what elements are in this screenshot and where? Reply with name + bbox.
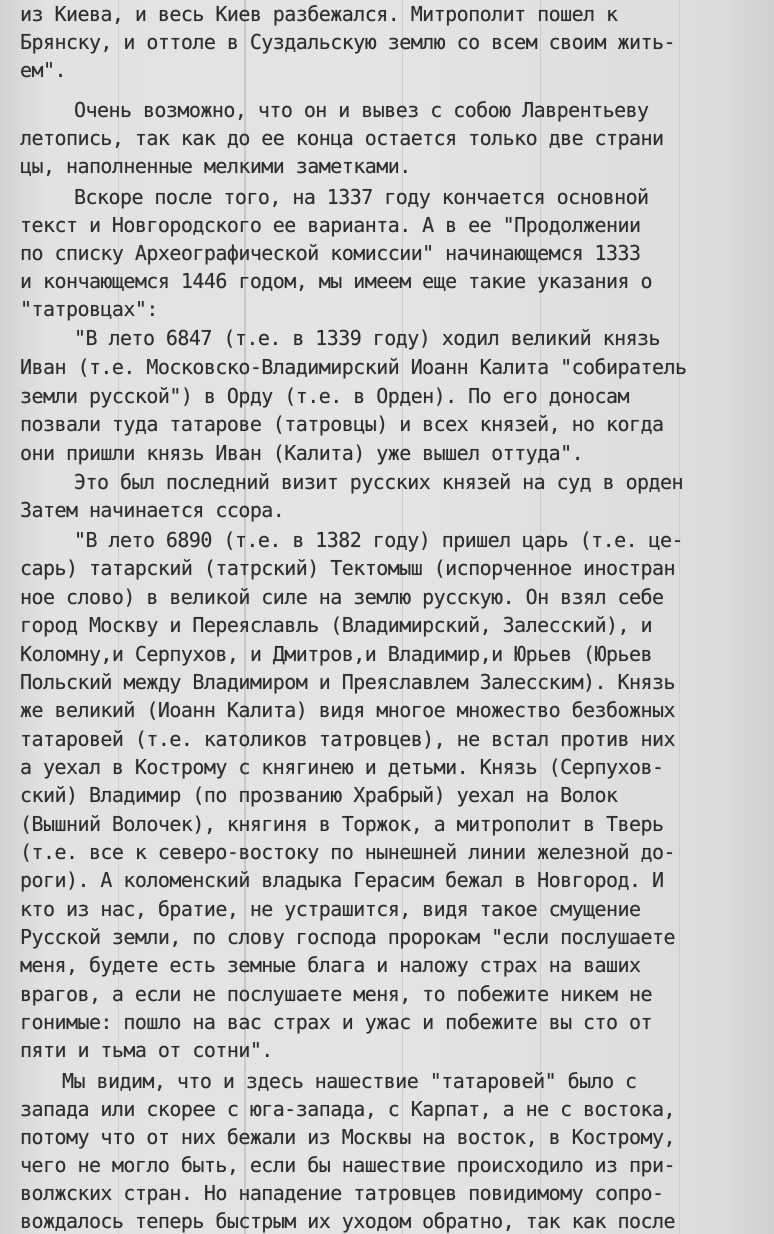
text-line: пяти и тьма от сотни". [20,1038,273,1062]
text-line: Это был последний визит русских князей на суд в орден [74,470,684,494]
scan-streak [679,0,680,1234]
text-line: они пришли князь Иван (Калита) уже вышел оттуда". [20,441,584,465]
text-line: "татровцах": [20,297,158,321]
text-line: гонимые: пошло на вас страх и ужас и побежите вы сто от [20,1010,653,1034]
text-line: потому что от них бежали из Москвы на восток, в Кострому, [20,1125,675,1149]
text-line: татаровей (т.е. католиков татровцев), не встал против них [20,727,675,751]
text-line: Вскоре после того, на 1337 году кончается основной [74,185,649,209]
text-line: чего не могло быть, если бы нашествие происходило из при- [20,1153,675,1177]
text-line: запада или скорее с юга-запада, с Карпат, а не с востока, [20,1097,675,1121]
text-line: летопись, так как до ее конца остается только две страни [20,126,664,150]
text-line: и кончающемся 1446 годом, мы имеем еще такие указания о [20,269,653,293]
text-line: "В лето 6890 (т.е. в 1382 году) пришел царь (т.е. це- [74,528,684,552]
text-line: вождалось теперь быстрым их уходом обратно, так как после [20,1209,675,1233]
text-line: волжских стран. Но нападение татровцев повидимому сопро- [20,1181,664,1205]
text-line: Очень возможно, что он и вывез с собою Лаврентьеву [74,98,649,122]
text-line: Иван (т.е. Московско-Владимирский Иоанн Калита "собиратель [20,355,687,379]
text-line: врагов, а если не послушаете меня, то побежите никем не [20,982,653,1006]
text-line: же великий (Иоанн Калита) видя многое множество безбожных [20,698,675,722]
text-line: кто из нас, братие, не устрашится, видя такое смущение [20,897,641,921]
text-line: (Вышний Волочек), княгиня в Торжок, а митрополит в Тверь [20,812,664,836]
text-line: позвали туда татарове (татровцы) и всех князей, но когда [20,412,664,436]
text-line: ное слово) в великой силе на землю русскую. Он взял себе [20,585,664,609]
text-line: Затем начинается ссора. [20,498,285,522]
text-line: Мы видим, что и здесь нашествие "татаровей" было с [62,1069,637,1093]
text-line: сарь) татарский (татрский) Тектомыш (испорченное иностран [20,556,675,580]
text-line: город Москву и Переяславль (Владимирский, Залесский), и [20,613,653,637]
text-line: (т.е. все к северо-востоку по нынешней линии железной до- [20,840,675,864]
text-line: а уехал в Кострому с княгинею и детьми. Князь (Серпухов- [20,755,664,779]
text-line: текст и Новгородского ее варианта. А в ее "Продолжении [20,213,641,237]
text-line: Коломну,и Серпухов, и Дмитров,и Владимир,и Юрьев (Юрьев [20,642,653,666]
text-line: меня, будете есть земные блага и наложу страх на ваших [20,953,641,977]
text-line: ский) Владимир (по прозванию Храбрый) уехал на Волок [20,783,618,807]
text-line: "В лето 6847 (т.е. в 1339 году) ходил великий князь [74,326,661,350]
text-line: по списку Археографической комиссии" начинающемся 1333 [20,241,641,265]
text-line: роги). А коломенский владыка Герасим бежал в Новгород. И [20,868,664,892]
text-line: из Киева, и весь Киев разбежался. Митрополит пошел к [20,2,618,26]
text-line: цы, наполненные мелкими заметками. [20,154,411,178]
text-line: Русской земли, по слову господа пророкам "если послушаете [20,925,675,949]
text-line: Брянску, и оттоле в Суздальскую землю со всем своим жить- [20,30,675,54]
text-line: ем". [20,58,66,82]
text-line: земли русской") в Орду (т.е. в Орден). По его доносам [20,384,630,408]
text-line: Польский между Владимиром и Преяславлем Залесским). Князь [20,670,675,694]
